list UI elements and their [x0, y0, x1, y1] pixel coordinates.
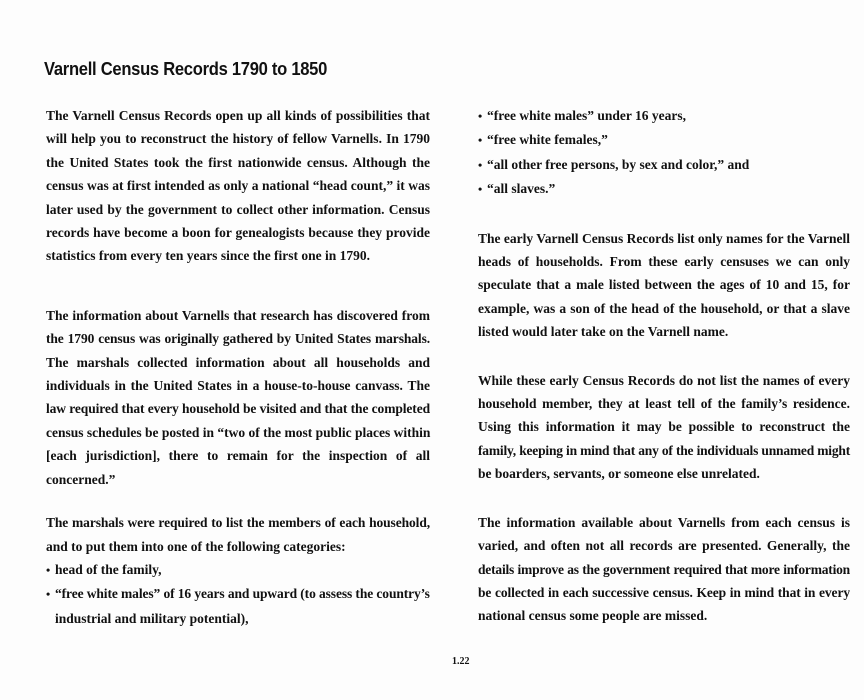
left-paragraph-2 — [46, 304, 430, 491]
list-item-text: “all slaves.” — [487, 181, 556, 197]
text-line: and to put them into one of the following categories: — [46, 538, 346, 554]
list-item-text: “free white males” under 16 years, — [487, 108, 686, 123]
right-column — [478, 104, 850, 628]
right-paragraph-1 — [478, 227, 850, 344]
text-line: records have become a boon for genealogists because they provide — [46, 225, 430, 241]
text-line: census was at first intended as only a national “head count,” it was — [46, 178, 430, 194]
text-line: The Varnell Census Records open up all kinds of possibilities that — [46, 108, 430, 123]
bullet-icon: • — [46, 562, 51, 577]
text-line: The early Varnell Census Records list only names for the Varnell — [478, 230, 850, 246]
text-line: listed would later take on the Varnell name. — [478, 324, 729, 340]
text-line: The marshals collected information about all households and — [46, 354, 430, 370]
text-line: example, was a son of the head of the household, or that a slave — [478, 300, 850, 316]
list-item — [478, 153, 850, 177]
bullet-icon: • — [478, 109, 483, 123]
left-paragraph-1 — [46, 104, 430, 268]
bullet-icon: • — [478, 182, 483, 197]
list-item-continuation — [46, 607, 430, 630]
list-item-text: “all other free persons, by sex and color,” and — [487, 156, 750, 172]
list-item-text: industrial and military potential), — [55, 610, 249, 626]
text-line: concerned.” — [46, 471, 116, 487]
text-line: individuals in the United States in a house-to-house canvass. The — [46, 378, 430, 394]
list-item — [478, 128, 850, 152]
text-line: [each jurisdiction], there to remain for the inspection of all — [46, 448, 430, 464]
bullet-icon: • — [46, 587, 51, 602]
right-bullet-list — [478, 104, 850, 202]
text-line: national census some people are missed. — [478, 608, 708, 624]
text-line: household member, they at least tell of the family’s residence. — [478, 396, 850, 412]
text-line: later used by the government to collect other information. Census — [46, 201, 430, 217]
text-line: While these early Census Records do not list the names of every — [478, 372, 850, 388]
list-item — [46, 582, 430, 606]
left-column — [46, 104, 430, 630]
text-line: family, keeping in mind that any of the individuals unnamed might — [478, 442, 850, 458]
text-line: speculate that a male listed between the ages of 10 and 15, for — [478, 277, 850, 293]
text-line: details improve as the government required that more information — [478, 561, 850, 577]
page-number: 1.22 — [452, 656, 470, 667]
left-paragraph-3 — [46, 511, 430, 630]
text-line: varied, and often not all records are presented. Generally, the — [478, 538, 850, 554]
bullet-icon: • — [478, 133, 483, 148]
page-title: Varnell Census Records 1790 to 1850 — [44, 59, 328, 79]
text-line: The information about Varnells that research has discovered from — [46, 307, 430, 323]
list-item — [478, 104, 850, 128]
text-line: The information available about Varnells from each census is — [478, 514, 850, 530]
list-item-text: “free white males” of 16 years and upward (to assess the country’s — [55, 586, 430, 602]
text-line: law required that every household be visited and that the completed — [46, 401, 430, 417]
list-item — [46, 558, 430, 582]
list-item-text: “free white females,” — [487, 132, 608, 148]
text-line: be boarders, servants, or someone else unrelated. — [478, 466, 760, 482]
text-line: statistics from every ten years since the first one in 1790. — [46, 248, 371, 264]
text-line: be collected in each successive census. Keep in mind that in every — [478, 584, 850, 600]
list-item — [478, 177, 850, 201]
text-line: census schedules be posted in “two of the most public places within — [46, 424, 431, 440]
right-paragraph-3 — [478, 511, 850, 628]
text-line: will help you to reconstruct the history of fellow Varnells. In 1790 — [46, 131, 430, 147]
text-line: heads of households. From these early censuses we can only — [478, 254, 850, 270]
right-paragraph-2 — [478, 369, 850, 486]
bullet-icon: • — [478, 157, 483, 172]
text-line: The marshals were required to list the members of each household, — [46, 515, 430, 531]
text-line: the 1790 census was originally gathered by United States marshals. — [46, 331, 430, 347]
text-line: Using this information it may be possible to reconstruct the — [478, 419, 850, 435]
text-line: the United States took the first nationwide census. Although the — [46, 154, 430, 170]
list-item-text: head of the family, — [55, 561, 162, 577]
